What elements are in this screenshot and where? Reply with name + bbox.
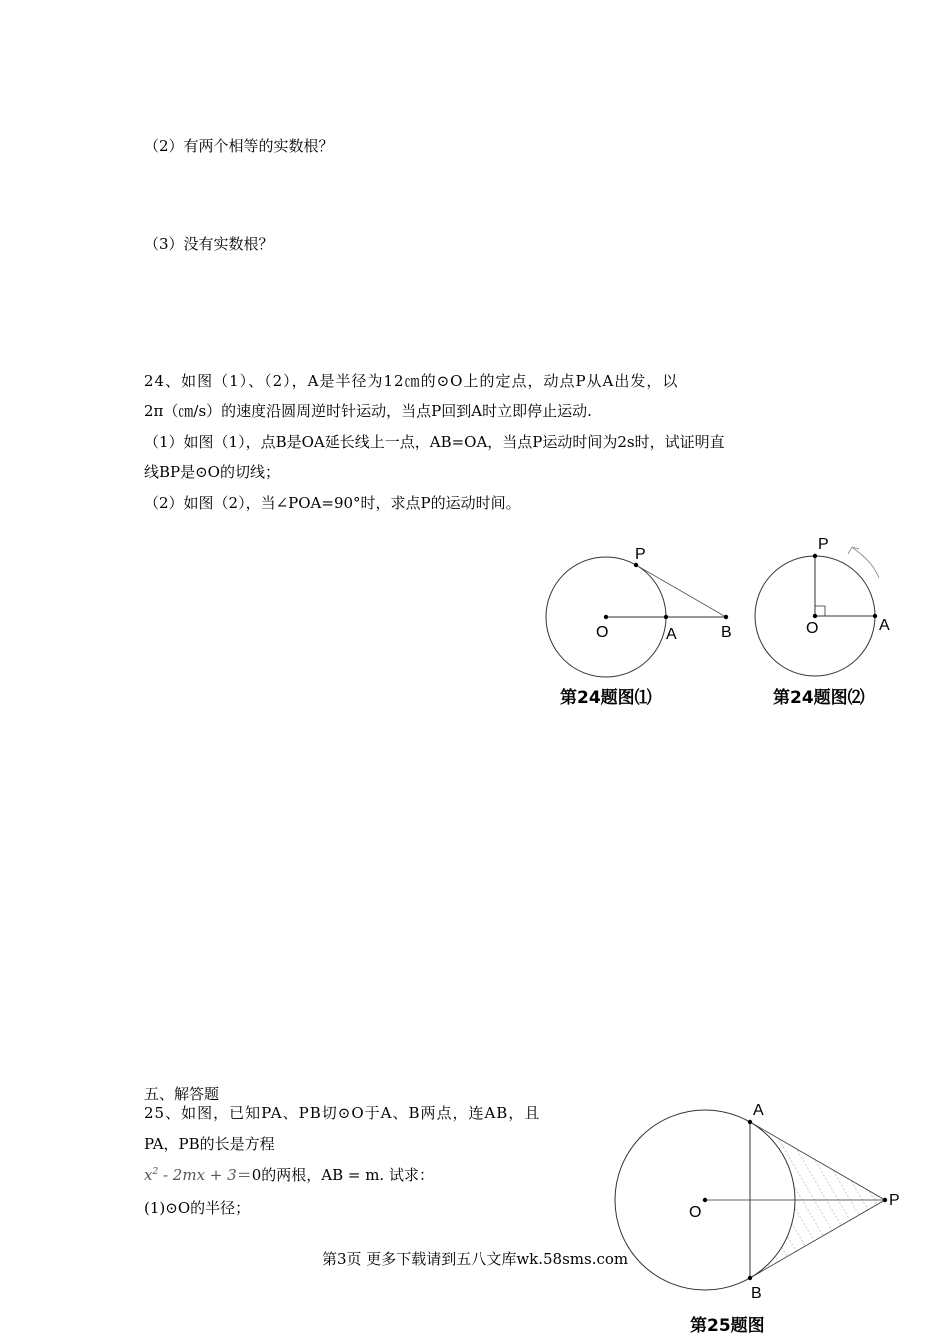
q24-line4: 线BP是⊙O的切线； — [144, 463, 280, 481]
label-b: B — [721, 624, 732, 641]
q24-line3: （1）如图（1），点B是OA延长线上一点，AB=OA，当点P运动时间为2s时，试证明直 — [144, 433, 725, 451]
segment-pb — [636, 565, 726, 617]
point-p — [813, 554, 817, 558]
q25-figure — [605, 1095, 915, 1344]
label-o: O — [689, 1204, 702, 1221]
point-o — [703, 1198, 707, 1202]
point-p — [634, 563, 638, 567]
q25-line1: 25、如图，已知PA、PB切⊙O于A、B两点，连AB，且 — [144, 1104, 541, 1122]
point-b — [748, 1276, 752, 1280]
label-p: P — [889, 1192, 900, 1209]
point-a — [664, 615, 668, 619]
q24-line5: （2）如图（2），当∠POA=90°时，求点P的运动时间。 — [144, 494, 521, 512]
q25-line3: $x^2 - 2mx + 3=0$的两根，AB = m. 试求： — [144, 1166, 434, 1184]
page-footer: 第3页 更多下载请到五八文库wk.58sms.com — [322, 1250, 629, 1268]
point-a — [748, 1120, 752, 1124]
label-a: A — [879, 617, 890, 634]
point-b — [724, 615, 728, 619]
fig24-2-caption: 第24题图⑵ — [773, 688, 865, 708]
q23-part3: （3）没有实数根？ — [144, 235, 274, 253]
point-p — [883, 1198, 887, 1202]
equation: $x^2 - 2mx + 3$ — [144, 1166, 237, 1184]
q25-line2: PA，PB的长是方程 — [144, 1135, 275, 1153]
fig24-1-caption: 第24题图⑴ — [560, 688, 652, 708]
q24-line1: 24、如图（1）、（2），A是半径为12㎝的⊙O上的定点，动点P从A出发，以 — [144, 372, 679, 390]
q23-part2: （2）有两个相等的实数根？ — [144, 137, 334, 155]
label-a: A — [753, 1102, 764, 1119]
label-p: P — [818, 536, 829, 553]
q24-figure-1 — [540, 540, 750, 715]
point-a — [873, 614, 877, 618]
q25-line4: (1)⊙O的半径； — [144, 1199, 251, 1217]
label-o: O — [806, 620, 819, 637]
q24-line2: 2π（㎝/s）的速度沿圆周逆时针运动，当点P回到A时立即停止运动. — [144, 402, 592, 420]
fig25-caption: 第25题图 — [690, 1316, 765, 1336]
label-b: B — [751, 1285, 762, 1302]
q24-figure-2 — [745, 530, 950, 715]
section-heading: 五、解答题 — [144, 1085, 220, 1103]
point-o — [813, 614, 817, 618]
label-p: P — [635, 546, 646, 563]
label-a: A — [666, 626, 677, 643]
label-o: O — [596, 624, 609, 641]
point-o — [604, 615, 608, 619]
